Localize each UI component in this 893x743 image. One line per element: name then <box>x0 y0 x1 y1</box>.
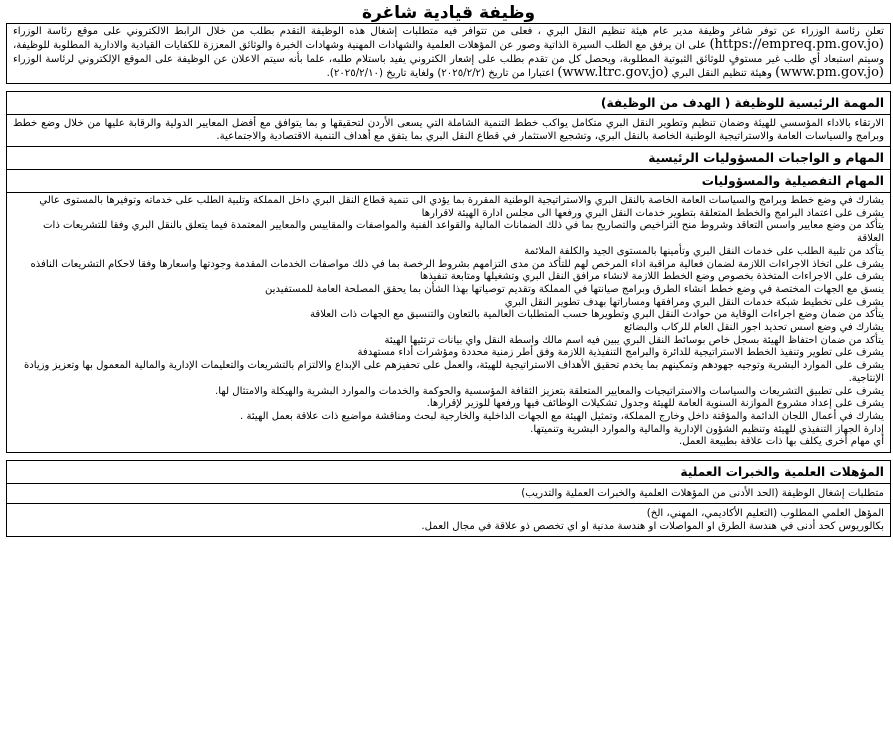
duty-item: يشرف على إعداد مشروع الموازنة السنوية العامة للهيئة وجدول تشكيلات الوظائف فيها ورفعها للوزير لإقرارها. <box>426 398 884 410</box>
empreq-link[interactable]: (https://empreq.pm.gov.jo) <box>709 37 884 53</box>
duty-item: يشرف على اعتماد البرامج والخطط المتعلقة بتطوير خدمات النقل البري ورفعها الى مجلس ادارة الهيئة لاقرارها <box>421 207 884 219</box>
intro-text <box>7 24 890 83</box>
duties-list <box>7 193 890 452</box>
intro-box <box>6 23 891 84</box>
qualifications-section <box>6 460 891 537</box>
duty-item: يتأكد من تلبية الطلب على خدمات النقل البري وتأمينها بالمستوى الجيد والكلفة الملائمة <box>524 245 884 257</box>
duty-item: أي مهام أخرى يكلف بها ذات علاقة بطبيعة العمل. <box>679 436 884 448</box>
intro-part-2: على ان يرفق مع الطلب السيرة الذاتية وصور عن المؤهلات العلمية والشهادات المهنية وشهادات الخبرة والوثائق المعززة للكفايات القيادية والادارية المطلوبة للوظيفة، وسيتم استبعاد أي طلب غير مستوفٍ للوثائق الثبوتية المطلوبة، ويحصل كل من تقدم بطلب على إشعار الكتروني يفيد باستلام طلبه، علما بأنه سيتم الاعلان عن الوظيفة على الموقع الإلكتروني لرئاسة الوزراء <box>13 40 884 65</box>
duty-item: يتأكد من ضمان وضع اجراءات الوقاية من حوادث النقل البري وتطويرها حسب المتطلبات العالمية بالتعاون والتنسيق مع الجهات ذات العلاقة <box>310 309 884 321</box>
duty-item: يشارك في وضع اسس تحديد اجور النقل العام للركاب والبضائع <box>624 322 884 334</box>
duty-item: يشرف على تخطيط شبكة خدمات النقل البري ومرافقها ومساراتها بهدف تطوير النقل البري <box>504 296 884 308</box>
education-label: المؤهل العلمي المطلوب (التعليم الأكاديمي، المهني، الخ) <box>646 508 884 520</box>
job-announcement-page <box>4 3 893 743</box>
pm-website-link[interactable]: (www.pm.gov.jo) <box>775 65 884 81</box>
requirements-label: متطلبات إشغال الوظيفة (الحد الأدنى من المؤهلات العلمية والخبرات العملية والتدريب) <box>7 484 890 504</box>
duty-item: يشرف على تطوير وتنفيذ الخطط الاستراتيجية للدائرة والبرامج التنفيذية اللازمة وفق أطر زمنية محددة ومؤشرات أداء مستهدفة <box>357 347 884 359</box>
education-value: بكالوريوس كحد أدنى في هندسة الطرق او المواصلات او هندسة مدنية او اي تخصص ذو علاقة في مجال العمل. <box>421 521 884 533</box>
duty-item: إدارة الجهاز التنفيذي للهيئة وتنظيم الشؤون الإدارية والمالية والموارد البشرية وتنميتها. <box>530 423 884 435</box>
duty-item: ينسق مع الجهات المختصة في وضع خطط انشاء الطرق وبرامج صيانتها في المملكة وتقديم توصياتها بهذا الشأن بما يحقق المصلحة العامة للمستفيدين <box>264 283 884 295</box>
mission-heading: المهمة الرئيسية للوظيفة ( الهدف من الوظيفة) <box>7 92 890 115</box>
duty-item: يشرف على الاجراءات المتخذة بخصوص وضع الخطط اللازمة لانشاء مرافق النقل البري وتشغيلها ومتابعة تنفيذها <box>419 271 884 283</box>
duty-item: يشرف على اتخاذ الاجراءات اللازمة لضمان فعالية مراقبة اداء المرخص لهم للتأكد من مدى التزامهم بشروط الرخصة بما في ذلك مواصفات الخدمات المقدمة وجودتها واسعارها وفقا لاحكام التشريعات النافذه <box>30 258 884 270</box>
ltrc-website-link[interactable]: (www.ltrc.gov.jo) <box>557 65 669 81</box>
qualifications-heading: المؤهلات العلمية والخبرات العملية <box>7 461 890 484</box>
intro-part-3: وهيئة تنظيم النقل البري <box>671 68 772 80</box>
duty-item: يشارك في وضع خطط وبرامج والسياسات العامة الخاصة بالنقل البري والاستراتيجية الوطنية المقررة بما يؤدي الى تنمية قطاع النقل البري داخل المملكة وتلبية الطلب على خدماته وتوفيرها بالمستوى عالي <box>39 195 884 207</box>
mission-section <box>6 91 891 453</box>
duties-detail-heading: المهام التفصيلية والمسؤوليات <box>7 170 890 193</box>
duty-item: يتأكد من وضع معايير واسس التعاقد وشروط منح التراخيص والتصاريح بما في ذلك الضمانات المالية والقواعد الفنية والمواصفات والمقاييس والمعايير المعتمدة فيما يتعلق بالنقل البري وفقا للتشريعات ذات العلاقة <box>43 220 884 245</box>
mission-text: الارتقاء بالاداء المؤسسي للهيئة وضمان تنظيم وتطوير النقل البري متكامل يواكب خطط التنمية الشاملة التي يسعى الأردن لتحقيقها و بما يتوافق مع أفضل المعايير الدولية والرقابة عليها من خلال وضع خطط وبرامج والسياسات العامة والاستراتيجية الوطنية الخاصة بالنقل البري، وتشجيع الاستثمار في قطاع النقل البري بما يتفق مع أهداف التنمية الاقتصادية والاجتماعية. <box>13 117 884 142</box>
intro-part-1: تعلن رئاسة الوزراء عن توفر شاغر وظيفة مدير عام هيئة تنظيم النقل البري ، فعلى من تتوافر فيه متطلبات إشغال هذه الوظيفة التقدم بطلب من خلال الرابط الالكتروني على موقع رئاسة الوزراء <box>13 26 884 37</box>
education-block <box>7 504 890 536</box>
duty-item: يشرف على الموارد البشرية وتوجيه جهودهم وتمكينهم بما يخدم تحقيق الأهداف الاستراتيجية للهيئة، والعمل على تحفيزهم على الإبداع والالتزام بالتشريعات والتعليمات الإدارية والمالية المعمول بها وتعزيز وزيادة الإنتاجية. <box>24 360 884 384</box>
page-title: وظيفة قيادية شاغرة <box>361 3 536 23</box>
duty-item: يتأكد من ضمان احتفاظ الهيئة بسجل خاص بوسائط النقل البري يبين فيه اسم مالك واسطة النقل واي بيانات ترتئيها الهيئة <box>384 334 884 346</box>
duties-main-heading: المهام و الواجبات المسؤوليات الرئيسية <box>7 146 890 170</box>
duty-item: يشارك في أعمال اللجان الدائمة والمؤقتة داخل وخارج المملكة، وتمثيل الهيئة مع الجهات الداخلية والخارجية لبحث ومناقشة مواضيع ذات علاقة بعمل الهيئة . <box>240 410 884 422</box>
duty-item: يشرف على تطبيق التشريعات والسياسات والاستراتيجيات والمعايير المتعلقة بتعزيز الثقافة المؤسسية والحوكمة والخدمات والموارد البشرية والهيكلة والامتثال لها. <box>215 385 884 397</box>
intro-part-4: اعتبارا من تاريخ (٢٠٢٥/٢/٢) ولغاية تاريخ (٢٠٢٥/٢/١٠). <box>326 68 555 80</box>
